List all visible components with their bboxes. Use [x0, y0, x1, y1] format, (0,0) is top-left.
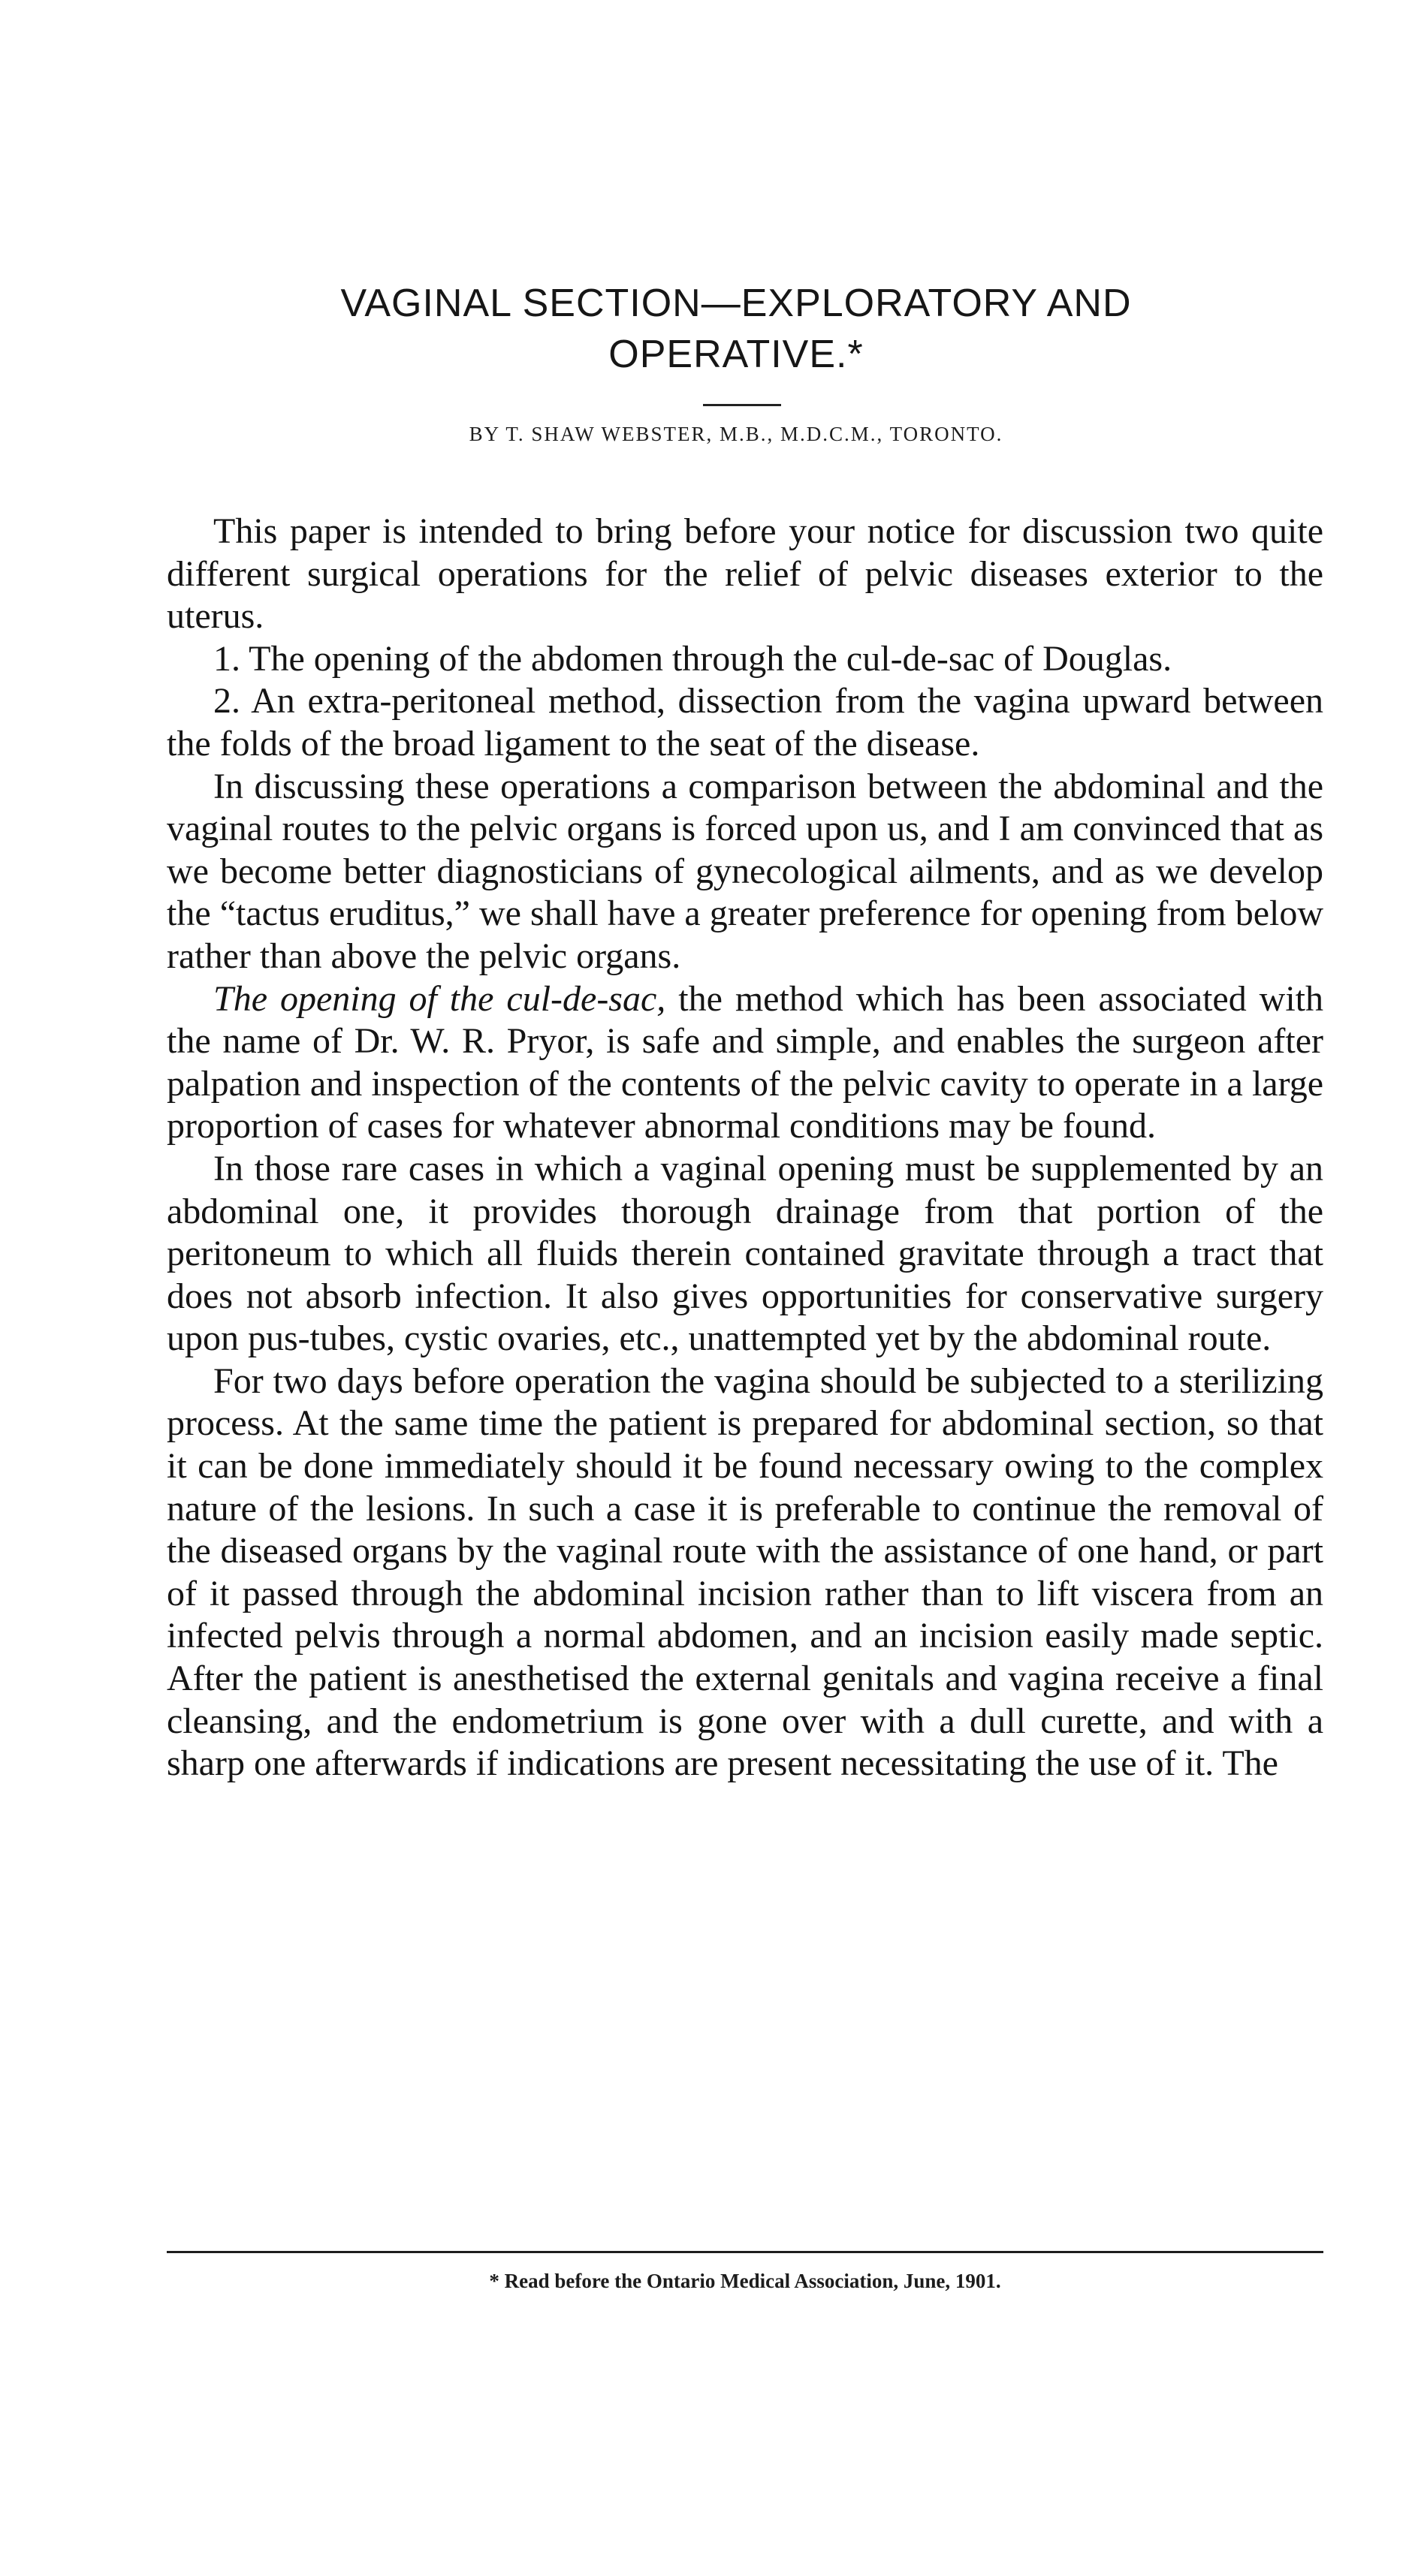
body-paragraph-cul-de-sac	[167, 978, 1323, 1148]
article-title-line-1: VAGINAL SECTION—EXPLORATORY AND	[340, 282, 1132, 325]
body-paragraph-comparison: In discussing these operations a comparison between the abdominal and the vaginal routes to the pelvic organs is forced upon us, and I am convinced that as we become better diagnosticians of gynecological ailments, and as we develop the “tactus eruditus,” we shall have a greater preference for opening from below rather than above the pelvic organs.	[167, 766, 1323, 976]
article-title	[248, 278, 1224, 380]
author-byline: BY T. SHAW WEBSTER, M.B., M.D.C.M., TORONTO.	[469, 423, 1003, 445]
cul-de-sac-heading-italic: The opening of the cul-de-sac,	[213, 978, 666, 1019]
footnote: * Read before the Ontario Medical Association, June, 1901.	[489, 2270, 1001, 2292]
footnote-divider	[167, 2251, 1323, 2253]
article-title-line-2: OPERATIVE.*	[608, 333, 864, 376]
title-divider	[703, 404, 781, 406]
body-paragraph-item-2: 2. An extra-peritoneal method, dissection from the vagina upward between the folds of the broad ligament to the seat of the disease.	[167, 681, 1323, 764]
body-paragraph-item-1: 1. The opening of the abdomen through the cul-de-sac of Douglas.	[213, 638, 1172, 679]
article-body	[167, 511, 1323, 1785]
body-paragraph-drainage: In those rare cases in which a vaginal opening must be supplemented by an abdominal one, it provides thorough drainage from that portion of the peritoneum to which all fluids therein contained gravitate through a tract that does not absorb infection. It also gives opportunities for conservative surgery upon pus-tubes, cystic ovaries, etc., unattempted yet by the abdominal route.	[167, 1148, 1323, 1359]
body-paragraph-intro: This paper is intended to bring before your notice for discussion two quite different surgical operations for the relief of pelvic diseases exterior to the uterus.	[167, 511, 1323, 637]
body-paragraph-preparation: For two days before operation the vagina should be subjected to a sterilizing process. At the same time the patient is prepared for abdominal section, so that it can be done immediately should it be found necessary owing to the complex nature of the lesions. In such a case it is preferable to continue the removal of the diseased organs by the vaginal route with the assistance of one hand, or part of it passed through the abdominal incision rather than to lift viscera from an infected pelvis through a normal abdomen, and an incision easily made septic. After the patient is anesthetised the external genitals and vagina receive a final cleansing, and the endometrium is gone over with a dull curette, and with a sharp one afterwards if indications are present necessitating the use of it. The	[167, 1360, 1323, 1784]
cul-de-sac-text: the method which has been associated with the name of Dr. W. R. Pryor, is safe and simple, and enables the surgeon after palpation and inspection of the contents of the pelvic cavity to operate in a large proportion of cases for whatever abnormal conditions may be found.	[167, 978, 1324, 1146]
